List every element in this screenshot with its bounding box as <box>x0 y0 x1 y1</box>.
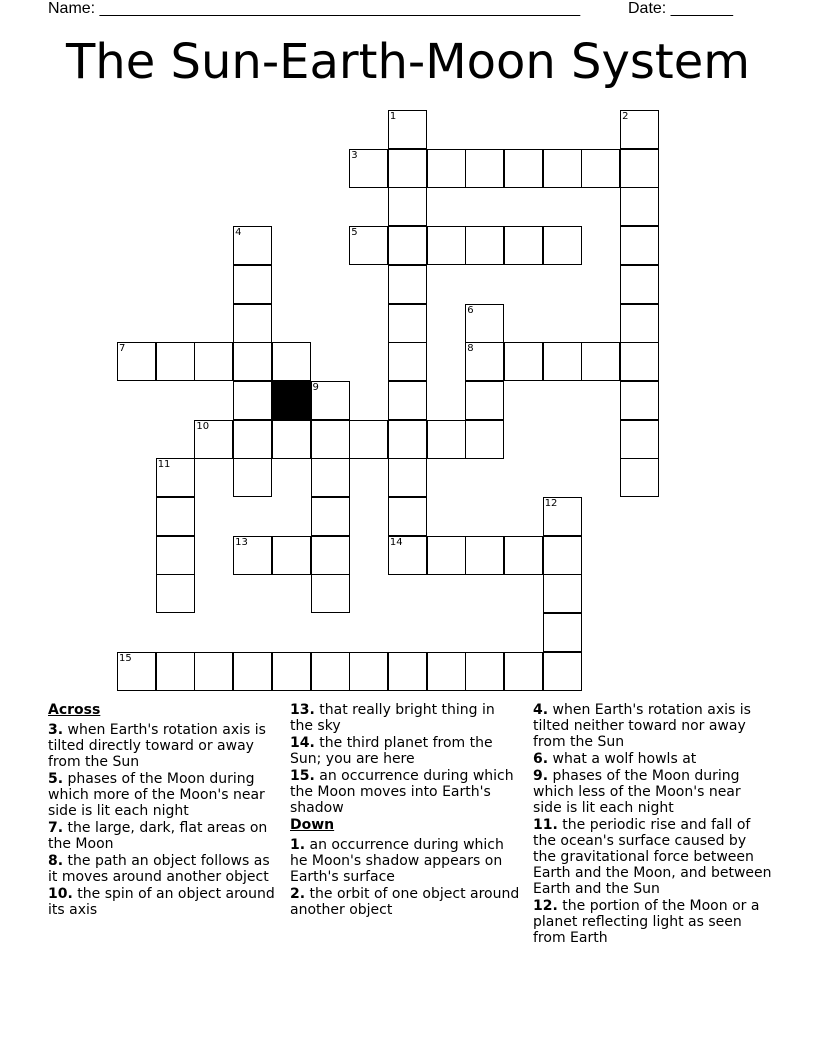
cell-number: 1 <box>389 111 397 122</box>
answer-cell[interactable] <box>427 536 466 575</box>
down-heading: Down <box>290 817 335 833</box>
clue-across-10 <box>48 886 280 918</box>
answer-cell[interactable] <box>272 536 311 575</box>
answer-cell[interactable] <box>543 652 582 691</box>
clue-number: 5. <box>48 771 64 787</box>
clue-across-5 <box>48 771 280 819</box>
answer-cell[interactable] <box>543 226 582 265</box>
answer-cell[interactable] <box>311 497 350 536</box>
answer-cell[interactable] <box>388 342 427 381</box>
answer-cell[interactable] <box>465 149 504 188</box>
answer-cell[interactable] <box>465 342 504 381</box>
clue-across-7 <box>48 820 280 852</box>
clue-across-13 <box>290 702 522 734</box>
puzzle-title: The Sun-Earth-Moon System <box>65 34 751 90</box>
answer-cell[interactable] <box>388 458 427 497</box>
clue-number: 8. <box>48 853 64 869</box>
answer-cell[interactable] <box>233 304 272 343</box>
answer-cell[interactable] <box>465 304 504 343</box>
clue-across-3 <box>48 722 280 770</box>
cell-number: 13 <box>235 536 248 548</box>
answer-cell[interactable] <box>543 497 582 536</box>
answer-cell[interactable] <box>311 458 350 497</box>
clue-down-2 <box>290 886 522 918</box>
cell-number: 11 <box>157 459 171 471</box>
answer-cell[interactable] <box>620 187 659 226</box>
answer-cell[interactable] <box>620 149 659 188</box>
cell-number: 12 <box>544 498 558 509</box>
answer-cell[interactable] <box>233 458 272 497</box>
answer-cell[interactable] <box>156 342 195 381</box>
answer-cell[interactable] <box>117 342 156 381</box>
black-square <box>272 381 311 420</box>
clue-text: what a wolf howls at <box>548 751 697 767</box>
answer-cell[interactable] <box>543 342 582 381</box>
answer-cell[interactable] <box>194 420 233 459</box>
answer-cell[interactable] <box>388 420 427 459</box>
answer-cell[interactable] <box>543 536 582 575</box>
clue-text: when Earth's rotation axis is tilted directly toward or away from the Sun <box>48 722 266 770</box>
answer-cell[interactable] <box>543 613 582 652</box>
clue-text: that really bright thing in the sky <box>290 702 495 734</box>
answer-cell[interactable] <box>388 149 427 188</box>
clue-across-8 <box>48 853 280 885</box>
answer-cell[interactable] <box>543 149 582 188</box>
cell-number: 7 <box>119 343 126 355</box>
answer-cell[interactable] <box>311 536 350 575</box>
answer-cell[interactable] <box>620 342 659 381</box>
answer-cell[interactable] <box>465 381 504 420</box>
clues-column-1 <box>48 702 280 919</box>
answer-cell[interactable] <box>388 304 427 343</box>
answer-cell[interactable] <box>581 342 620 381</box>
clue-text: the periodic rise and fall of the ocean's surface caused by the gravitational force between Earth and the Moon, and between Earth and the Sun <box>533 817 772 897</box>
clues-column-2 <box>290 702 522 919</box>
clue-text: phases of the Moon during which less of the Moon's near side is lit each night <box>533 768 741 816</box>
answer-cell[interactable] <box>465 226 504 265</box>
name-field-label: Name: ______________________________________________________ <box>48 0 581 17</box>
clue-down-1 <box>290 837 522 885</box>
cell-number: 14 <box>389 536 403 548</box>
clue-number: 14. <box>290 735 315 751</box>
answer-cell[interactable] <box>233 342 272 381</box>
cell-number: 15 <box>119 652 132 664</box>
answer-cell[interactable] <box>156 652 195 691</box>
answer-cell[interactable] <box>272 652 311 691</box>
clue-number: 9. <box>533 768 549 784</box>
answer-cell[interactable] <box>504 342 543 381</box>
answer-cell[interactable] <box>156 497 195 536</box>
answer-cell[interactable] <box>427 420 466 459</box>
clue-number: 15. <box>290 768 315 784</box>
answer-cell[interactable] <box>388 226 427 265</box>
answer-cell[interactable] <box>465 652 504 691</box>
clue-text: the path an object follows as it moves around another object <box>48 853 270 885</box>
answer-cell[interactable] <box>194 652 233 691</box>
answer-cell[interactable] <box>156 458 195 497</box>
clue-number: 7. <box>48 820 64 836</box>
clue-number: 2. <box>290 886 306 902</box>
answer-cell[interactable] <box>233 381 272 420</box>
clue-number: 10. <box>48 886 73 902</box>
answer-cell[interactable] <box>388 265 427 304</box>
answer-cell[interactable] <box>117 652 156 691</box>
answer-cell[interactable] <box>620 110 659 149</box>
answer-cell[interactable] <box>388 187 427 226</box>
across-heading: Across <box>48 702 101 718</box>
answer-cell[interactable] <box>620 226 659 265</box>
clue-text: an occurrence during which the Moon moves into Earth's shadow <box>290 768 514 816</box>
answer-cell[interactable] <box>388 381 427 420</box>
cell-number: 5 <box>351 227 358 239</box>
clue-number: 3. <box>48 722 64 738</box>
clue-text: an occurrence during which he Moon's shadow appears on Earth's surface <box>290 837 504 885</box>
cell-number: 10 <box>196 420 210 432</box>
answer-cell[interactable] <box>620 381 659 420</box>
answer-cell[interactable] <box>272 342 311 381</box>
answer-cell[interactable] <box>349 652 388 691</box>
answer-cell[interactable] <box>620 265 659 304</box>
clue-number: 4. <box>533 702 549 718</box>
answer-cell[interactable] <box>272 420 311 459</box>
clue-down-11 <box>533 817 773 897</box>
clue-text: the portion of the Moon or a planet reflecting light as seen from Earth <box>533 898 760 946</box>
answer-cell[interactable] <box>233 536 272 575</box>
answer-cell[interactable] <box>311 574 350 613</box>
answer-cell[interactable] <box>504 149 543 188</box>
clue-down-4 <box>533 702 773 750</box>
clue-number: 1. <box>290 837 306 853</box>
answer-cell[interactable] <box>156 574 195 613</box>
clue-down-6 <box>533 751 773 767</box>
answer-cell[interactable] <box>349 149 388 188</box>
answer-cell[interactable] <box>311 652 350 691</box>
cell-number: 2 <box>622 111 629 122</box>
date-field-label: Date: _______ <box>628 0 733 17</box>
clue-number: 11. <box>533 817 558 833</box>
answer-cell[interactable] <box>620 304 659 343</box>
cell-number: 4 <box>235 227 242 239</box>
clue-text: the third planet from the Sun; you are here <box>290 735 493 767</box>
answer-cell[interactable] <box>427 652 466 691</box>
cell-number: 8 <box>467 343 474 355</box>
answer-cell[interactable] <box>349 226 388 265</box>
answer-cell[interactable] <box>427 226 466 265</box>
clue-across-15 <box>290 768 522 816</box>
clue-down-12 <box>533 898 773 946</box>
answer-cell[interactable] <box>504 536 543 575</box>
answer-cell[interactable] <box>543 574 582 613</box>
answer-cell[interactable] <box>620 458 659 497</box>
clue-number: 12. <box>533 898 558 914</box>
clue-down-9 <box>533 768 773 816</box>
answer-cell[interactable] <box>233 420 272 459</box>
answer-cell[interactable] <box>581 149 620 188</box>
answer-cell[interactable] <box>233 652 272 691</box>
answer-cell[interactable] <box>388 110 427 149</box>
clue-text: phases of the Moon during which more of the Moon's near side is lit each night <box>48 771 265 819</box>
answer-cell[interactable] <box>504 652 543 691</box>
answer-cell[interactable] <box>156 536 195 575</box>
answer-cell[interactable] <box>233 226 272 265</box>
answer-cell[interactable] <box>465 420 504 459</box>
answer-cell[interactable] <box>311 420 350 459</box>
clue-number: 13. <box>290 702 315 718</box>
answer-cell[interactable] <box>465 536 504 575</box>
clue-across-14 <box>290 735 522 767</box>
answer-cell[interactable] <box>233 265 272 304</box>
answer-cell[interactable] <box>388 536 427 575</box>
clue-text: the spin of an object around its axis <box>48 886 275 918</box>
answer-cell[interactable] <box>311 381 350 420</box>
answer-cell[interactable] <box>388 652 427 691</box>
cell-number: 9 <box>312 381 319 393</box>
cell-number: 6 <box>467 304 474 316</box>
answer-cell[interactable] <box>349 420 388 459</box>
answer-cell[interactable] <box>427 149 466 188</box>
cell-number: 3 <box>351 149 358 161</box>
clues-column-3 <box>533 702 773 947</box>
answer-cell[interactable] <box>388 497 427 536</box>
clue-text: when Earth's rotation axis is tilted neither toward nor away from the Sun <box>533 702 751 750</box>
clue-text: the large, dark, flat areas on the Moon <box>48 820 268 852</box>
clue-number: 6. <box>533 751 549 767</box>
answer-cell[interactable] <box>620 420 659 459</box>
answer-cell[interactable] <box>194 342 233 381</box>
answer-cell[interactable] <box>504 226 543 265</box>
clue-text: the orbit of one object around another object <box>290 886 520 918</box>
